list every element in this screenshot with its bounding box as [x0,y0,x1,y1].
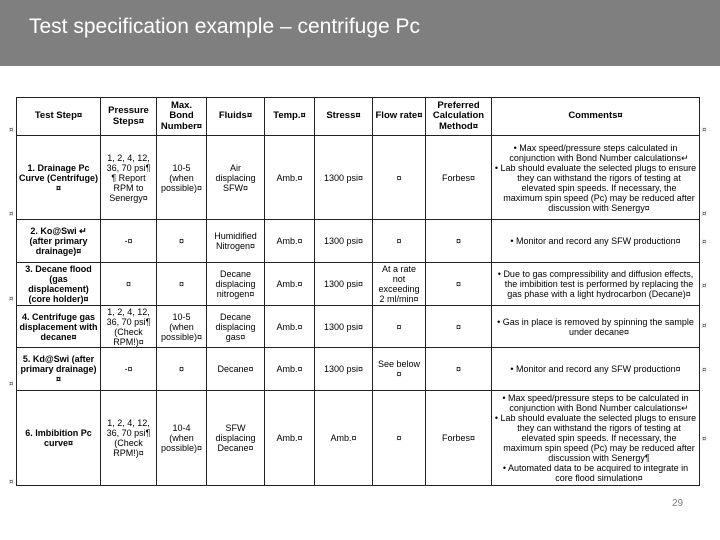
column-header: Stress¤ [315,98,373,136]
margin-mark: ¤ [702,238,707,246]
comment-bullet: • Gas in place is removed by spinning the sample under decane¤ [497,316,694,337]
pressure-steps-cell: ¤ [101,263,157,306]
bond-number-cell: ¤ [157,348,207,391]
stress-cell: 1300 psi¤ [315,306,373,348]
stress-cell: 1300 psi¤ [315,263,373,306]
column-header: Comments¤ [492,98,700,136]
pressure-steps-cell: 1, 2, 4, 12, 36, 70 psi¶ (Check RPM!)¤ [101,391,157,486]
comments-cell [492,391,700,486]
temp-cell: Amb.¤ [265,348,315,391]
margin-mark: ¤ [9,478,14,486]
flow-rate-cell: At a rate not exceeding 2 ml/min¤ [373,263,426,306]
comment-bullet: • Monitor and record any SFW production¤ [510,236,681,246]
comment-bullet: • Monitor and record any SFW production¤ [510,364,681,374]
comment-bullet: • Lab should evaluate the selected plugs to ensure they can withstand the rigors of testing at elevated spin speeds. If necessary, the maximum spin speed (Pc) may be reduced after discussion with Senergy¤ [494,162,697,213]
temp-cell: Amb.¤ [265,306,315,348]
comments-cell [492,136,700,220]
margin-mark: ¤ [9,380,14,388]
test-step-cell: 6. Imbibition Pc curve¤ [17,391,101,486]
bond-number-cell: 10-5 (when possible)¤ [157,136,207,220]
fluids-cell: Decane¤ [207,348,265,391]
comment-bullet: • Automated data to be acquired to integrate in core flood simulation¤ [502,463,689,483]
comment-bullet: • Max speed/pressure steps calculated in conjunction with Bond Number calculations↵ [509,142,689,163]
pressure-steps-cell: 1, 2, 4, 12, 36, 70 psi¶ ¶ Report RPM to Senergy¤ [101,136,157,220]
test-step-cell: 5. Kd@Swi (after primary drainage)¤ [17,348,101,391]
column-header: Flow rate¤ [373,98,426,136]
margin-mark: ¤ [9,295,14,303]
page-number: 29 [672,498,684,509]
temp-cell: Amb.¤ [265,220,315,263]
method-cell: Forbes¤ [426,391,492,486]
stress-cell: 1300 psi¤ [315,220,373,263]
temp-cell: Amb.¤ [265,391,315,486]
bond-number-cell: ¤ [157,220,207,263]
method-cell: ¤ [426,306,492,348]
margin-mark: ¤ [702,282,707,290]
bond-number-cell: ¤ [157,263,207,306]
table-row [17,136,700,220]
comment-bullet: • Lab should evaluate the selected plugs to ensure they can withstand the rigors of testing at elevated spin speeds. If necessary, the maximum spin speed (Pc) may be reduced after discussion with Senergy¶ [494,413,697,463]
flow-rate-cell: ¤ [373,391,426,486]
comments-cell [492,263,700,306]
table-row [17,263,700,306]
column-header: Temp.¤ [265,98,315,136]
table-header-row [17,98,700,136]
column-header: Test Step¤ [17,98,101,136]
column-header: Preferred Calculation Method¤ [426,98,492,136]
table-row [17,306,700,348]
margin-mark: ¤ [702,322,707,330]
fluids-cell: Decane displacing gas¤ [207,306,265,348]
fluids-cell: Decane displacing nitrogen¤ [207,263,265,306]
table-row [17,220,700,263]
stress-cell: Amb.¤ [315,391,373,486]
margin-mark: ¤ [9,210,14,218]
pressure-steps-cell: -¤ [101,348,157,391]
table-row [17,391,700,486]
bond-number-cell: 10-4 (when possible)¤ [157,391,207,486]
flow-rate-cell: ¤ [373,220,426,263]
method-cell: ¤ [426,263,492,306]
method-cell: ¤ [426,348,492,391]
fluids-cell: Air displacing SFW¤ [207,136,265,220]
comment-bullet: • Due to gas compressibility and diffusion effects, the imbibition test is performed by replacing the gas phase with a light hydrocarbon (Decane)¤ [497,269,694,299]
test-step-cell: 4. Centrifuge gas displacement with decane¤ [17,306,101,348]
test-step-cell: 3. Decane flood (gas displacement) (core holder)¤ [17,263,101,306]
margin-mark: ¤ [702,435,707,443]
test-spec-table [16,97,700,486]
method-cell: Forbes¤ [426,136,492,220]
column-header: Pressure Steps¤ [101,98,157,136]
bond-number-cell: 10-5 (when possible)¤ [157,306,207,348]
flow-rate-cell: See below ¤ [373,348,426,391]
fluids-cell: Humidified Nitrogen¤ [207,220,265,263]
flow-rate-cell: ¤ [373,136,426,220]
margin-mark: ¤ [9,126,14,134]
column-header: Max. Bond Number¤ [157,98,207,136]
slide-title: Test specification example – centrifuge Pc [29,15,421,38]
column-header: Fluids¤ [207,98,265,136]
temp-cell: Amb.¤ [265,263,315,306]
comment-bullet: • Max speed/pressure steps to be calculated in conjunction with Bond Number calculations↵ [502,393,689,413]
test-step-cell: 1. Drainage Pc Curve (Centrifuge)¤ [17,136,101,220]
method-cell: ¤ [426,220,492,263]
pressure-steps-cell: -¤ [101,220,157,263]
margin-mark: ¤ [702,126,707,134]
slide-header [0,0,720,66]
temp-cell: Amb.¤ [265,136,315,220]
test-step-cell: 2. Ko@Swi ↵ (after primary drainage)¤ [17,220,101,263]
comments-cell [492,348,700,391]
margin-mark: ¤ [702,366,707,374]
stress-cell: 1300 psi¤ [315,348,373,391]
fluids-cell: SFW displacing Decane¤ [207,391,265,486]
comments-cell [492,306,700,348]
stress-cell: 1300 psi¤ [315,136,373,220]
pressure-steps-cell: 1, 2, 4, 12, 36, 70 psi¶ (Check RPM!)¤ [101,306,157,348]
comments-cell [492,220,700,263]
flow-rate-cell: ¤ [373,306,426,348]
table-row [17,348,700,391]
margin-mark: ¤ [702,210,707,218]
